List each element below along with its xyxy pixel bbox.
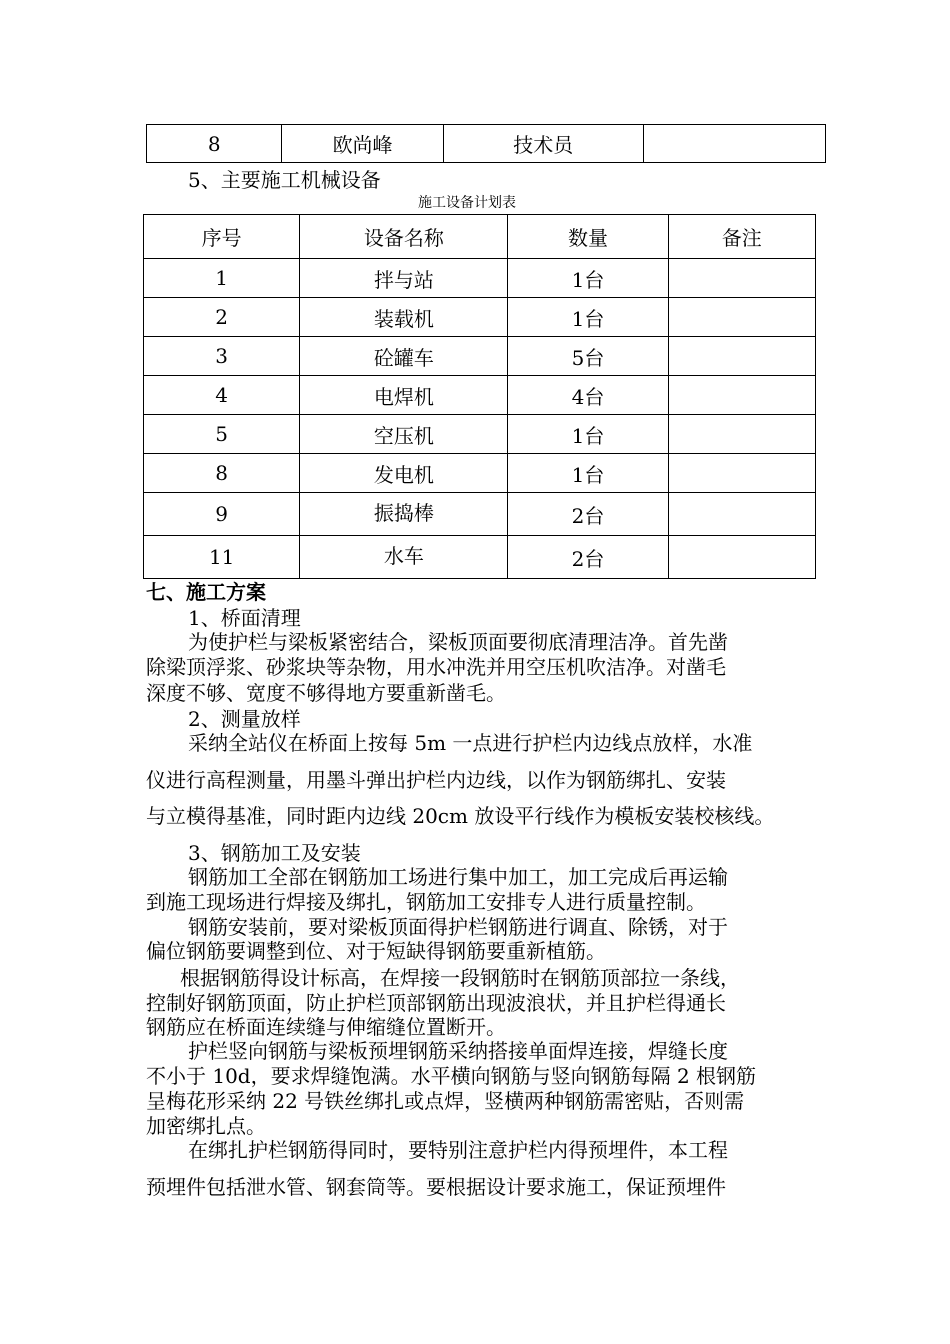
section7-title: 七、施工方案	[146, 580, 266, 604]
header-no: 序号	[144, 215, 300, 259]
row-note	[668, 493, 815, 536]
row-no: 1	[144, 259, 300, 298]
row-qty: 2台	[508, 493, 668, 536]
staff-table	[146, 124, 826, 163]
paragraph-line: 到施工现场进行焊接及绑扎，钢筋加工安排专人进行质量控制。	[146, 890, 706, 914]
row-note	[668, 415, 815, 454]
table-header-row	[144, 215, 816, 259]
row-qty: 4台	[508, 376, 668, 415]
row-note	[668, 337, 815, 376]
paragraph-line: 仪进行高程测量，用墨斗弹出护栏内边线，以作为钢筋绑扎、安装	[146, 768, 726, 792]
table-row	[144, 536, 816, 579]
paragraph-line: 为使护栏与梁板紧密结合，梁板顶面要彻底清理洁净。首先凿	[188, 630, 728, 654]
row-no: 3	[144, 337, 300, 376]
row-no: 8	[144, 454, 300, 493]
equipment-table	[143, 214, 816, 579]
row-name: 空压机	[300, 415, 508, 454]
paragraph-line: 在绑扎护栏钢筋得同时，要特别注意护栏内得预埋件，本工程	[188, 1138, 728, 1162]
paragraph-line: 呈梅花形采纳 22 号铁丝绑扎或点焊，竖横两种钢筋需密贴，否则需	[146, 1089, 745, 1113]
header-qty: 数量	[508, 215, 668, 259]
sub1-title: 1、桥面清理	[188, 606, 301, 630]
paragraph-line: 钢筋加工全部在钢筋加工场进行集中加工，加工完成后再运输	[188, 865, 728, 889]
table-row	[144, 376, 816, 415]
row-qty: 1台	[508, 415, 668, 454]
row-no: 11	[144, 536, 300, 579]
paragraph-line: 加密绑扎点。	[146, 1114, 266, 1138]
row-no: 4	[144, 376, 300, 415]
table-row	[144, 337, 816, 376]
row-name: 拌与站	[300, 259, 508, 298]
row-no: 5	[144, 415, 300, 454]
staff-name: 欧尚峰	[282, 125, 443, 163]
paragraph-line: 钢筋应在桥面连续缝与伸缩缝位置断开。	[146, 1015, 506, 1039]
row-qty: 1台	[508, 454, 668, 493]
staff-role: 技术员	[443, 125, 643, 163]
paragraph-line: 预埋件包括泄水管、钢套筒等。要根据设计要求施工，保证预埋件	[146, 1175, 726, 1199]
paragraph-line: 与立模得基准，同时距内边线 20cm 放设平行线作为模板安装校核线。	[146, 804, 775, 828]
paragraph-line: 根据钢筋得设计标高，在焊接一段钢筋时在钢筋顶部拉一条线，	[180, 966, 740, 990]
row-name: 发电机	[300, 454, 508, 493]
row-name: 电焊机	[300, 376, 508, 415]
table-row	[144, 454, 816, 493]
row-name: 振捣棒	[300, 493, 508, 536]
row-qty: 2台	[508, 536, 668, 579]
paragraph-line: 钢筋安装前，要对梁板顶面得护栏钢筋进行调直、除锈，对于	[188, 915, 728, 939]
staff-note	[643, 125, 825, 163]
row-no: 2	[144, 298, 300, 337]
paragraph-line: 除梁顶浮浆、砂浆块等杂物，用水冲洗并用空压机吹洁净。对凿毛	[146, 655, 726, 679]
table-row	[144, 259, 816, 298]
paragraph-line: 偏位钢筋要调整到位、对于短缺得钢筋要重新植筋。	[146, 939, 606, 963]
row-note	[668, 454, 815, 493]
table-caption: 施工设备计划表	[418, 195, 516, 211]
row-name: 砼罐车	[300, 337, 508, 376]
paragraph-line: 深度不够、宽度不够得地方要重新凿毛。	[146, 681, 506, 705]
row-no: 9	[144, 493, 300, 536]
paragraph-line: 护栏竖向钢筋与梁板预埋钢筋采纳搭接单面焊连接，焊缝长度	[188, 1039, 728, 1063]
row-note	[668, 376, 815, 415]
row-note	[668, 298, 815, 337]
row-name: 水车	[300, 536, 508, 579]
table-row	[144, 298, 816, 337]
header-name: 设备名称	[300, 215, 508, 259]
sub3-title: 3、钢筋加工及安装	[188, 841, 361, 865]
paragraph-line: 控制好钢筋顶面，防止护栏顶部钢筋出现波浪状，并且护栏得通长	[146, 991, 726, 1015]
section5-heading: 5、主要施工机械设备	[188, 168, 381, 192]
table-row	[144, 415, 816, 454]
table-row	[144, 493, 816, 536]
row-qty: 1台	[508, 298, 668, 337]
row-name: 装载机	[300, 298, 508, 337]
row-note	[668, 259, 815, 298]
row-qty: 1台	[508, 259, 668, 298]
staff-no: 8	[147, 125, 282, 163]
header-note: 备注	[668, 215, 815, 259]
row-qty: 5台	[508, 337, 668, 376]
paragraph-line: 采纳全站仪在桥面上按每 5m 一点进行护栏内边线点放样，水准	[188, 731, 753, 755]
table-row	[147, 125, 826, 163]
sub2-title: 2、测量放样	[188, 707, 301, 731]
row-note	[668, 536, 815, 579]
paragraph-line: 不小于 10d，要求焊缝饱满。水平横向钢筋与竖向钢筋每隔 2 根钢筋	[146, 1064, 757, 1088]
